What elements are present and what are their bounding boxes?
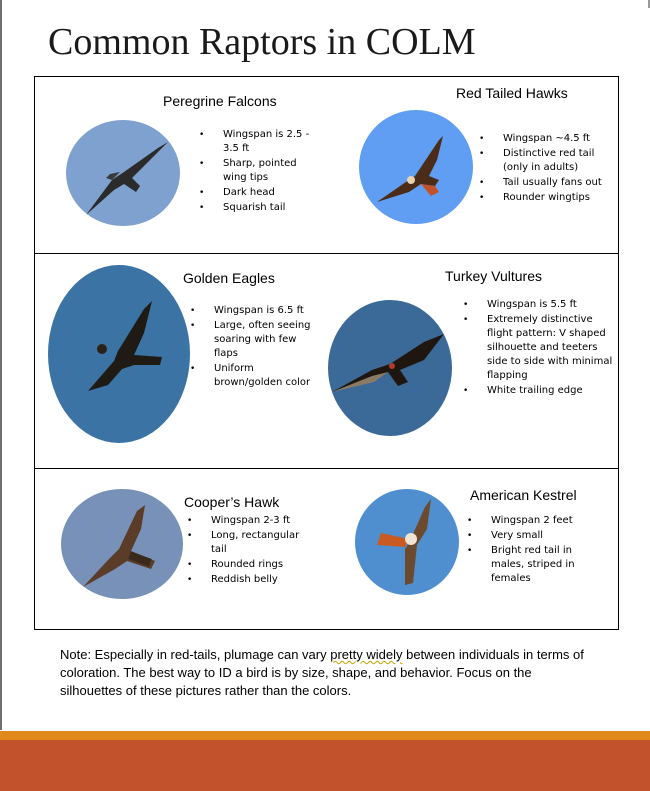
fact-item: • Bright red tail in males, striped in females bbox=[467, 544, 599, 586]
raptor-grid bbox=[34, 76, 619, 630]
left-edge-rule bbox=[0, 0, 2, 730]
fact-item: • Dark head bbox=[199, 186, 311, 200]
fact-item: • Large, often seeing soaring with few flaps bbox=[190, 319, 314, 361]
fact-item: • Distinctive red tail (only in adults) bbox=[479, 147, 607, 175]
fact-item: • Extremely distinctive flight pattern: V shaped silhouette and teeters side to side with minimal flapping bbox=[463, 313, 613, 383]
red-tailed-facts bbox=[479, 132, 607, 206]
turkey-vultures-title: Turkey Vultures bbox=[445, 268, 542, 284]
red-tailed-hawks-title: Red Tailed Hawks bbox=[456, 85, 568, 101]
note-text-end: between individuals in terms of coloration. The best way to ID a bird is by size, shape, and behavior. Focus on the silhouettes of these pictures rather than the colors. bbox=[60, 647, 584, 698]
fact-item: • Rounder wingtips bbox=[479, 191, 607, 205]
fact-item: • Very small bbox=[467, 529, 599, 543]
note-text-start: Note: Especially in red-tails, plumage can vary bbox=[60, 647, 331, 662]
peregrine-facts bbox=[199, 128, 311, 216]
fact-item: • Wingspan 2 feet bbox=[467, 514, 599, 528]
fact-item: • Uniform brown/golden color bbox=[190, 362, 314, 390]
american-kestrel-title: American Kestrel bbox=[470, 487, 577, 503]
fact-item: • Wingspan is 5.5 ft bbox=[463, 298, 613, 312]
fact-item: • Wingspan is 2.5 - 3.5 ft bbox=[199, 128, 311, 156]
fact-item: • Tail usually fans out bbox=[479, 176, 607, 190]
fact-item: • Wingspan ~4.5 ft bbox=[479, 132, 607, 146]
row-divider bbox=[35, 253, 618, 254]
spellcheck-underlined-text: pretty widely bbox=[330, 647, 403, 662]
peregrine-falcons-title: Peregrine Falcons bbox=[163, 93, 277, 109]
row-divider bbox=[35, 468, 618, 469]
peregrine-falcon-photo bbox=[66, 120, 180, 226]
fact-item: • White trailing edge bbox=[463, 384, 613, 398]
hawk-silhouette bbox=[359, 110, 473, 224]
golden-eagle-photo bbox=[48, 265, 190, 443]
fact-item: • Sharp, pointed wing tips bbox=[199, 157, 311, 185]
footer-band bbox=[0, 740, 650, 791]
note-paragraph bbox=[60, 646, 590, 700]
fact-item: • Rounded rings bbox=[187, 558, 311, 572]
fact-item: • Long, rectangular tail bbox=[187, 529, 311, 557]
fact-item: • Squarish tail bbox=[199, 201, 311, 215]
coopers-hawk-facts bbox=[187, 514, 311, 588]
golden-eagle-facts bbox=[190, 304, 314, 391]
coopers-hawk-silhouette bbox=[61, 489, 183, 599]
turkey-vulture-facts bbox=[463, 298, 613, 399]
eagle-silhouette bbox=[48, 265, 190, 443]
red-tailed-hawk-photo bbox=[359, 110, 473, 224]
american-kestrel-photo bbox=[355, 489, 459, 595]
page-title: Common Raptors in COLM bbox=[48, 21, 476, 63]
fact-item: • Reddish belly bbox=[187, 573, 311, 587]
fact-item: • Wingspan 2-3 ft bbox=[187, 514, 311, 528]
fact-item: • Wingspan is 6.5 ft bbox=[190, 304, 314, 318]
coopers-hawk-photo bbox=[61, 489, 183, 599]
falcon-silhouette bbox=[66, 120, 180, 226]
kestrel-silhouette bbox=[355, 489, 459, 595]
turkey-vulture-photo bbox=[328, 300, 452, 436]
golden-eagles-title: Golden Eagles bbox=[183, 270, 275, 286]
footer-stripe bbox=[0, 731, 650, 740]
vulture-silhouette bbox=[328, 300, 452, 436]
coopers-hawk-title: Cooper’s Hawk bbox=[184, 494, 280, 510]
american-kestrel-facts bbox=[467, 514, 599, 587]
